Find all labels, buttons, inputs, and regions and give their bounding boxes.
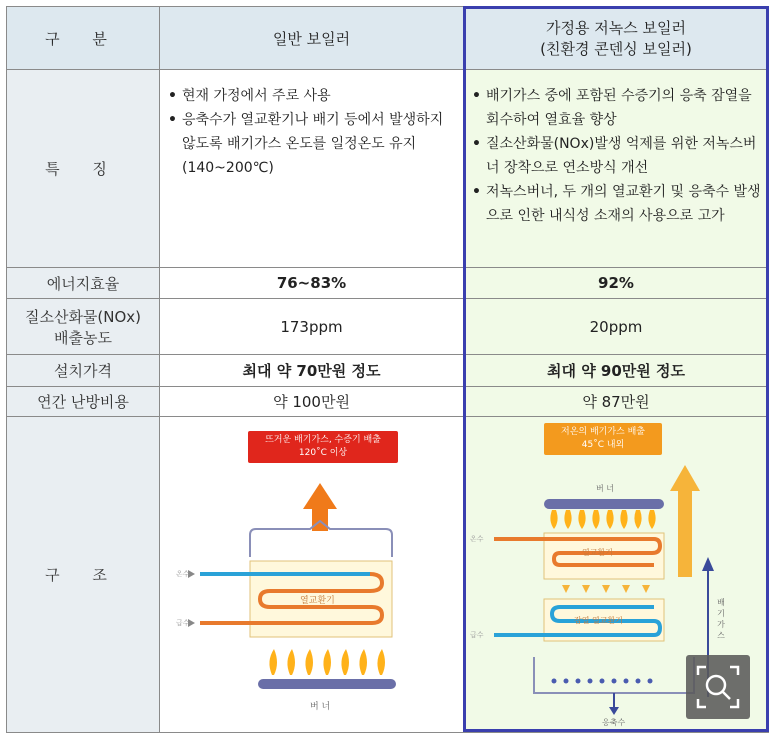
label-nox-line1: 질소산화물(NOx) <box>24 307 142 326</box>
eco-exchanger1-label: 열교환기 <box>582 548 613 557</box>
general-out-label: 급수 <box>176 619 190 627</box>
row-heating-cost <box>7 387 769 417</box>
row-features <box>7 70 769 268</box>
zoom-button[interactable] <box>686 655 750 719</box>
eco-in-label: 온수 <box>470 535 484 543</box>
general-burner-label: 버 너 <box>310 702 331 712</box>
general-nox: 173ppm <box>160 299 464 355</box>
eco-efficiency: 92% <box>464 268 769 299</box>
header-eco <box>464 7 769 70</box>
label-price: 설치가격 <box>7 355 160 387</box>
general-exchanger-label: 열교환기 <box>300 596 335 606</box>
eco-side-label: 배기가스 <box>717 598 725 640</box>
general-heating-cost: 약 100만원 <box>160 387 464 417</box>
label-structure: 구 조 <box>7 417 160 733</box>
general-boiler-diagram <box>160 417 463 732</box>
eco-features <box>464 70 769 268</box>
flame-icon <box>550 510 655 529</box>
label-nox <box>7 299 160 355</box>
eco-exchanger2-label: 잠열 열교환기 <box>574 616 623 625</box>
eco-price: 최대 약 90만원 정도 <box>464 355 769 387</box>
eco-nox: 20ppm <box>464 299 769 355</box>
label-nox-line2: 배출농도 <box>54 328 112 347</box>
row-price <box>7 355 769 387</box>
header-row <box>7 7 769 70</box>
general-in-label: 온수 <box>176 570 190 578</box>
row-efficiency <box>7 268 769 299</box>
row-structure <box>7 417 769 733</box>
header-eco-subtitle: (친환경 콘덴싱 보일러) <box>540 40 692 58</box>
label-efficiency: 에너지효율 <box>7 268 160 299</box>
general-feature-item: • 응축수가 열교환기나 배기 등에서 발생하지 않도록 배기가스 온도를 일정온도 유지(140~200℃) <box>166 108 457 180</box>
eco-feature-item: • 질소산화물(NOx)발생 억제를 위한 저녹스버너 장착으로 연소방식 개선 <box>470 132 762 180</box>
general-badge-line2: 120˚C 이상 <box>298 448 348 458</box>
header-eco-title: 가정용 저녹스 보일러 <box>546 19 686 37</box>
eco-feature-item: • 배기가스 중에 포함된 수증기의 응축 잠열을 회수하여 열효율 향상 <box>470 84 762 132</box>
general-boiler-svg <box>160 417 464 733</box>
condensate-tray <box>534 657 694 693</box>
header-general: 일반 보일러 <box>160 7 464 70</box>
eco-badge-line2: 45˚C 내외 <box>581 440 625 450</box>
eco-condensate-label: 응축수 <box>602 718 626 727</box>
comparison-table <box>6 6 769 733</box>
general-diagram-cell <box>160 417 464 733</box>
eco-badge-line1: 저온의 배기가스 배출 <box>561 427 645 437</box>
eco-burner-label: 버 너 <box>596 484 614 493</box>
flame-icon <box>269 649 385 675</box>
header-category: 구 분 <box>7 7 160 70</box>
exhaust-arrow-icon <box>303 483 337 531</box>
magnify-icon <box>686 655 750 719</box>
general-efficiency: 76~83% <box>160 268 464 299</box>
general-features <box>160 70 464 268</box>
label-features: 특 징 <box>7 70 160 268</box>
general-price: 최대 약 70만원 정도 <box>160 355 464 387</box>
burner-bar <box>544 499 664 509</box>
label-heating-cost: 연간 난방비용 <box>7 387 160 417</box>
general-feature-item: • 현재 가정에서 주로 사용 <box>166 84 457 108</box>
burner-bar <box>258 679 396 689</box>
exhaust-arrow-icon <box>670 465 700 577</box>
eco-out-label: 급수 <box>470 631 484 639</box>
row-nox <box>7 299 769 355</box>
eco-feature-item: • 저녹스버너, 두 개의 열교환기 및 응축수 발생으로 인한 내식성 소재의 사용으로 고가 <box>470 180 762 228</box>
general-badge-line1: 뜨거운 배기가스, 수증기 배출 <box>265 435 381 445</box>
eco-heating-cost: 약 87만원 <box>464 387 769 417</box>
